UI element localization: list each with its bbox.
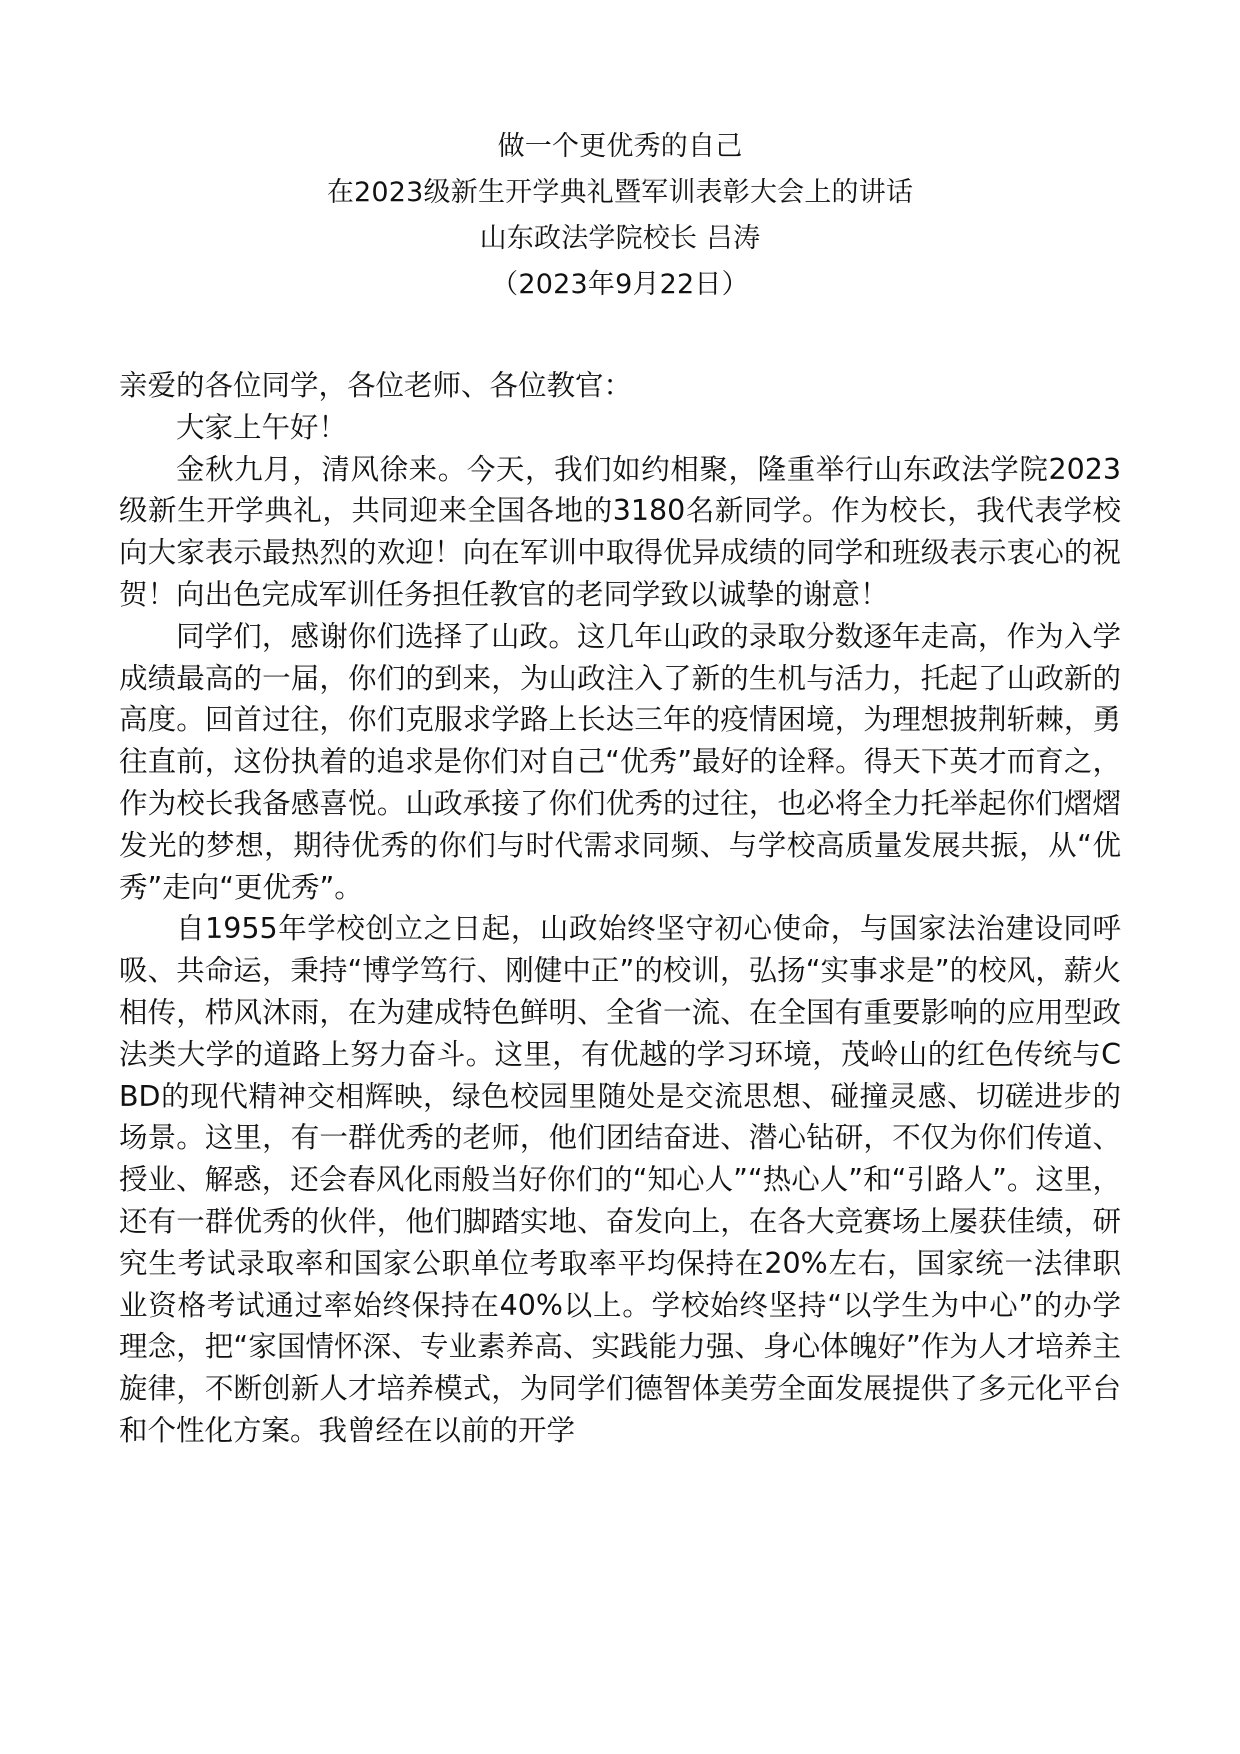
speech-body	[119, 365, 1121, 1452]
paragraph: 金秋九月，清风徐来。今天，我们如约相聚，隆重举行山东政法学院2023级新生开学典礼，共同迎来全国各地的3180名新同学。作为校长，我代表学校向大家表示最热烈的欢迎！向在军训中取得优异成绩的同学和班级表示衷心的祝贺！向出色完成军训任务担任教官的老同学致以诚挚的谢意！	[119, 452, 1121, 611]
speaker-line: 山东政法学院校长 吕涛	[479, 223, 761, 254]
greeting: 大家上午好！	[176, 410, 348, 444]
paragraph: 同学们，感谢你们选择了山政。这几年山政的录取分数逐年走高，作为入学成绩最高的一届，你们的到来，为山政注入了新的生机与活力，托起了山政新的高度。回首过往，你们克服求学路上长达三年的疫情困境，为理想披荆斩棘，勇往直前，这份执着的追求是你们对自己“优秀”最好的诠释。得天下英才而育之，作为校长我备感喜悦。山政承接了你们优秀的过往，也必将全力托举起你们熠熠发光的梦想，期待优秀的你们与时代需求同频、与学校高质量发展共振，从“优秀”走向“更优秀”。	[119, 619, 1121, 904]
speech-title: 做一个更优秀的自己	[497, 131, 743, 162]
speech-date: （2023年9月22日）	[491, 269, 749, 300]
paragraph: 自1955年学校创立之日起，山政始终坚守初心使命，与国家法治建设同呼吸、共命运，秉持“博学笃行、刚健中正”的校训，弘扬“实事求是”的校风，薪火相传，栉风沐雨，在为建成特色鲜明、全省一流、在全国有重要影响的应用型政法类大学的道路上努力奋斗。这里，有优越的学习环境，茂岭山的红色传统与CBD的现代精神交相辉映，绿色校园里随处是交流思想、碰撞灵感、切磋进步的场景。这里，有一群优秀的老师，他们团结奋进、潜心钻研，不仅为你们传道、授业、解惑，还会春风化雨般当好你们的“知心人”“热心人”和“引路人”。这里，还有一群优秀的伙伴，他们脚踏实地、奋发向上，在各大竞赛场上屡获佳绩，研究生考试录取率和国家公职单位考取率平均保持在20%左右，国家统一法律职业资格考试通过率始终保持在40%以上。学校始终坚持“以学生为中心”的办学理念，把“家国情怀深、专业素养高、实践能力强、身心体魄好”作为人才培养主旋律，不断创新人才培养模式，为同学们德智体美劳全面发展提供了多元化平台和个性化方案。我曾经在以前的开学	[119, 912, 1121, 1447]
salutation: 亲爱的各位同学，各位老师、各位教官：	[119, 369, 633, 402]
document-header	[0, 124, 1240, 308]
speech-subtitle: 在2023级新生开学典礼暨军训表彰大会上的讲话	[326, 177, 914, 208]
